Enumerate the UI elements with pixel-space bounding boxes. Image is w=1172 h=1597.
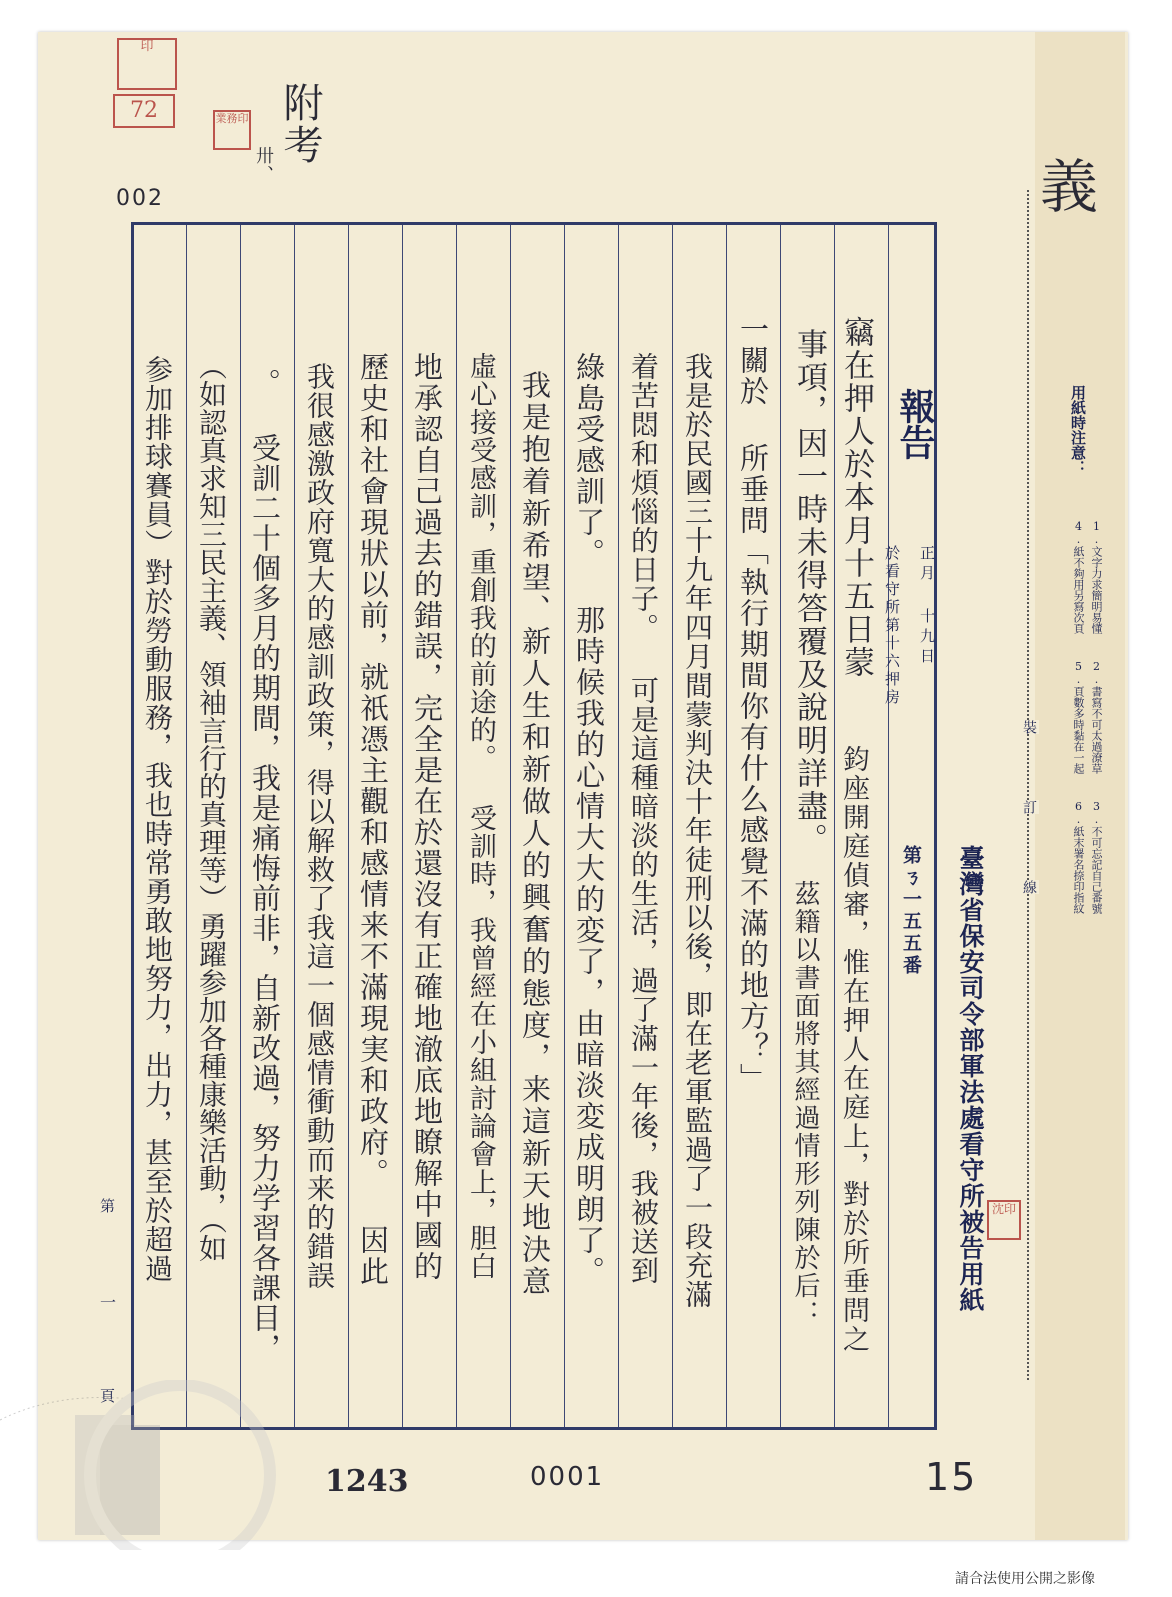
usage-note-2: 2.書寫不可太過潦草: [1090, 660, 1103, 774]
page-label-di: 第: [100, 1197, 116, 1215]
text-column-3: 一關於 所垂問「執行期間你有什么感覺不滿的地方？」: [736, 314, 770, 1094]
form-title: 臺灣省保安司令部軍法處看守所被告用紙: [956, 845, 985, 1313]
page-label-ye: 頁: [100, 1387, 116, 1405]
text-column-3b: 茲籍以書面將其經過情形列陳於后：: [790, 880, 820, 1328]
bottom-number-0001: 0001: [530, 1462, 605, 1492]
text-column-13: （如認真求知三民主義、領袖言行的真理等）勇躍参加各種康樂活動，（如: [195, 352, 228, 1262]
binding-label-ding: 訂: [1021, 800, 1037, 814]
binding-label-xian: 線: [1021, 880, 1037, 894]
margin-note-extra: 卅、: [253, 146, 274, 184]
text-column-4: 我是於民國三十九年四月間蒙判決十年徒刑以後，即在老軍監過了一段充滿: [681, 352, 714, 1309]
red-name-seal: 沈印: [987, 1200, 1021, 1240]
text-column-1: 竊在押人於本月十五日蒙: [838, 316, 874, 679]
usage-note-4: 4.紙不夠用另寫次頁: [1072, 520, 1085, 634]
usage-notes-title: 用紙時注意：: [1069, 385, 1087, 475]
text-column-10: 歷史和社會現狀以前，就祇憑主觀和感情来不滿現実和政府。 因此: [356, 352, 390, 1287]
usage-note-3: 3.不可忘記自己番號: [1090, 800, 1103, 914]
bottom-number-1243: 1243: [325, 1464, 409, 1499]
text-column-2: 事項，因一時未得答覆及說明詳盡。: [791, 328, 827, 856]
usage-note-6: 6.紙末署名捺印指紋: [1072, 800, 1085, 914]
text-column-11: 我很感激政府寬大的感訓政策，得以解救了我這一個感情衝動而来的錯誤: [303, 362, 336, 1290]
text-column-9: 地承認自己過去的錯誤，完全是在於還沒有正確地澈底地瞭解中國的: [410, 352, 444, 1282]
report-date: 正月 十九日: [918, 545, 936, 668]
text-column-2b: 鈞座開庭偵審，惟在押人在庭上，對於所垂問之: [838, 745, 869, 1354]
text-column-7: 我是抱着新希望、新人生和新做人的興奮的態度，来這新天地決意: [518, 370, 552, 1298]
inmate-number: 第ㄋ一五五番: [900, 845, 922, 977]
text-column-14: 参加排球賽員）對於勞動服務，我也時常勇敢地努力，出力，甚至於超過: [141, 355, 174, 1283]
usage-note-5: 5.頁數多時黏在一起: [1072, 660, 1085, 774]
usage-notice: 請合法使用公開之影像: [955, 1571, 1095, 1587]
binding-margin: [1035, 32, 1125, 1540]
margin-char: 義: [1040, 153, 1101, 221]
red-seal-stamp: 印: [117, 38, 177, 90]
red-business-stamp: 業務印: [213, 110, 251, 150]
bottom-number-15: 15: [925, 1455, 978, 1499]
red-number-stamp: 72: [113, 94, 175, 128]
text-column-6: 綠島受感訓了。 那時候我的心情大大的変了，由暗淡変成明朗了。: [572, 352, 606, 1287]
text-column-12: 。 受訓二十個多月的期間，我是痛悔前非，自新改過，努力学習各課目，: [248, 368, 282, 1363]
binding-dotted-line: [1027, 190, 1029, 1380]
document-number: 002: [116, 186, 164, 211]
report-heading: 報告: [894, 388, 936, 460]
usage-note-1: 1.文字力求簡明易懂: [1090, 520, 1103, 634]
binding-label-zhuang: 裝: [1021, 720, 1037, 734]
archive-watermark-logo: [0, 1380, 280, 1550]
text-column-5: 着苦悶和煩惱的日子。 可是這種暗淡的生活，過了滿一年後，我被送到: [627, 352, 660, 1285]
text-column-8: 虛心接受感訓，重創我的前途的。 受訓時，我曾經在小組討論會上，胆白: [465, 352, 496, 1280]
margin-note-fukao: 附考: [277, 82, 323, 166]
page-label-num: 一: [100, 1293, 117, 1312]
report-location: 於看守所第十六押房: [883, 545, 901, 707]
